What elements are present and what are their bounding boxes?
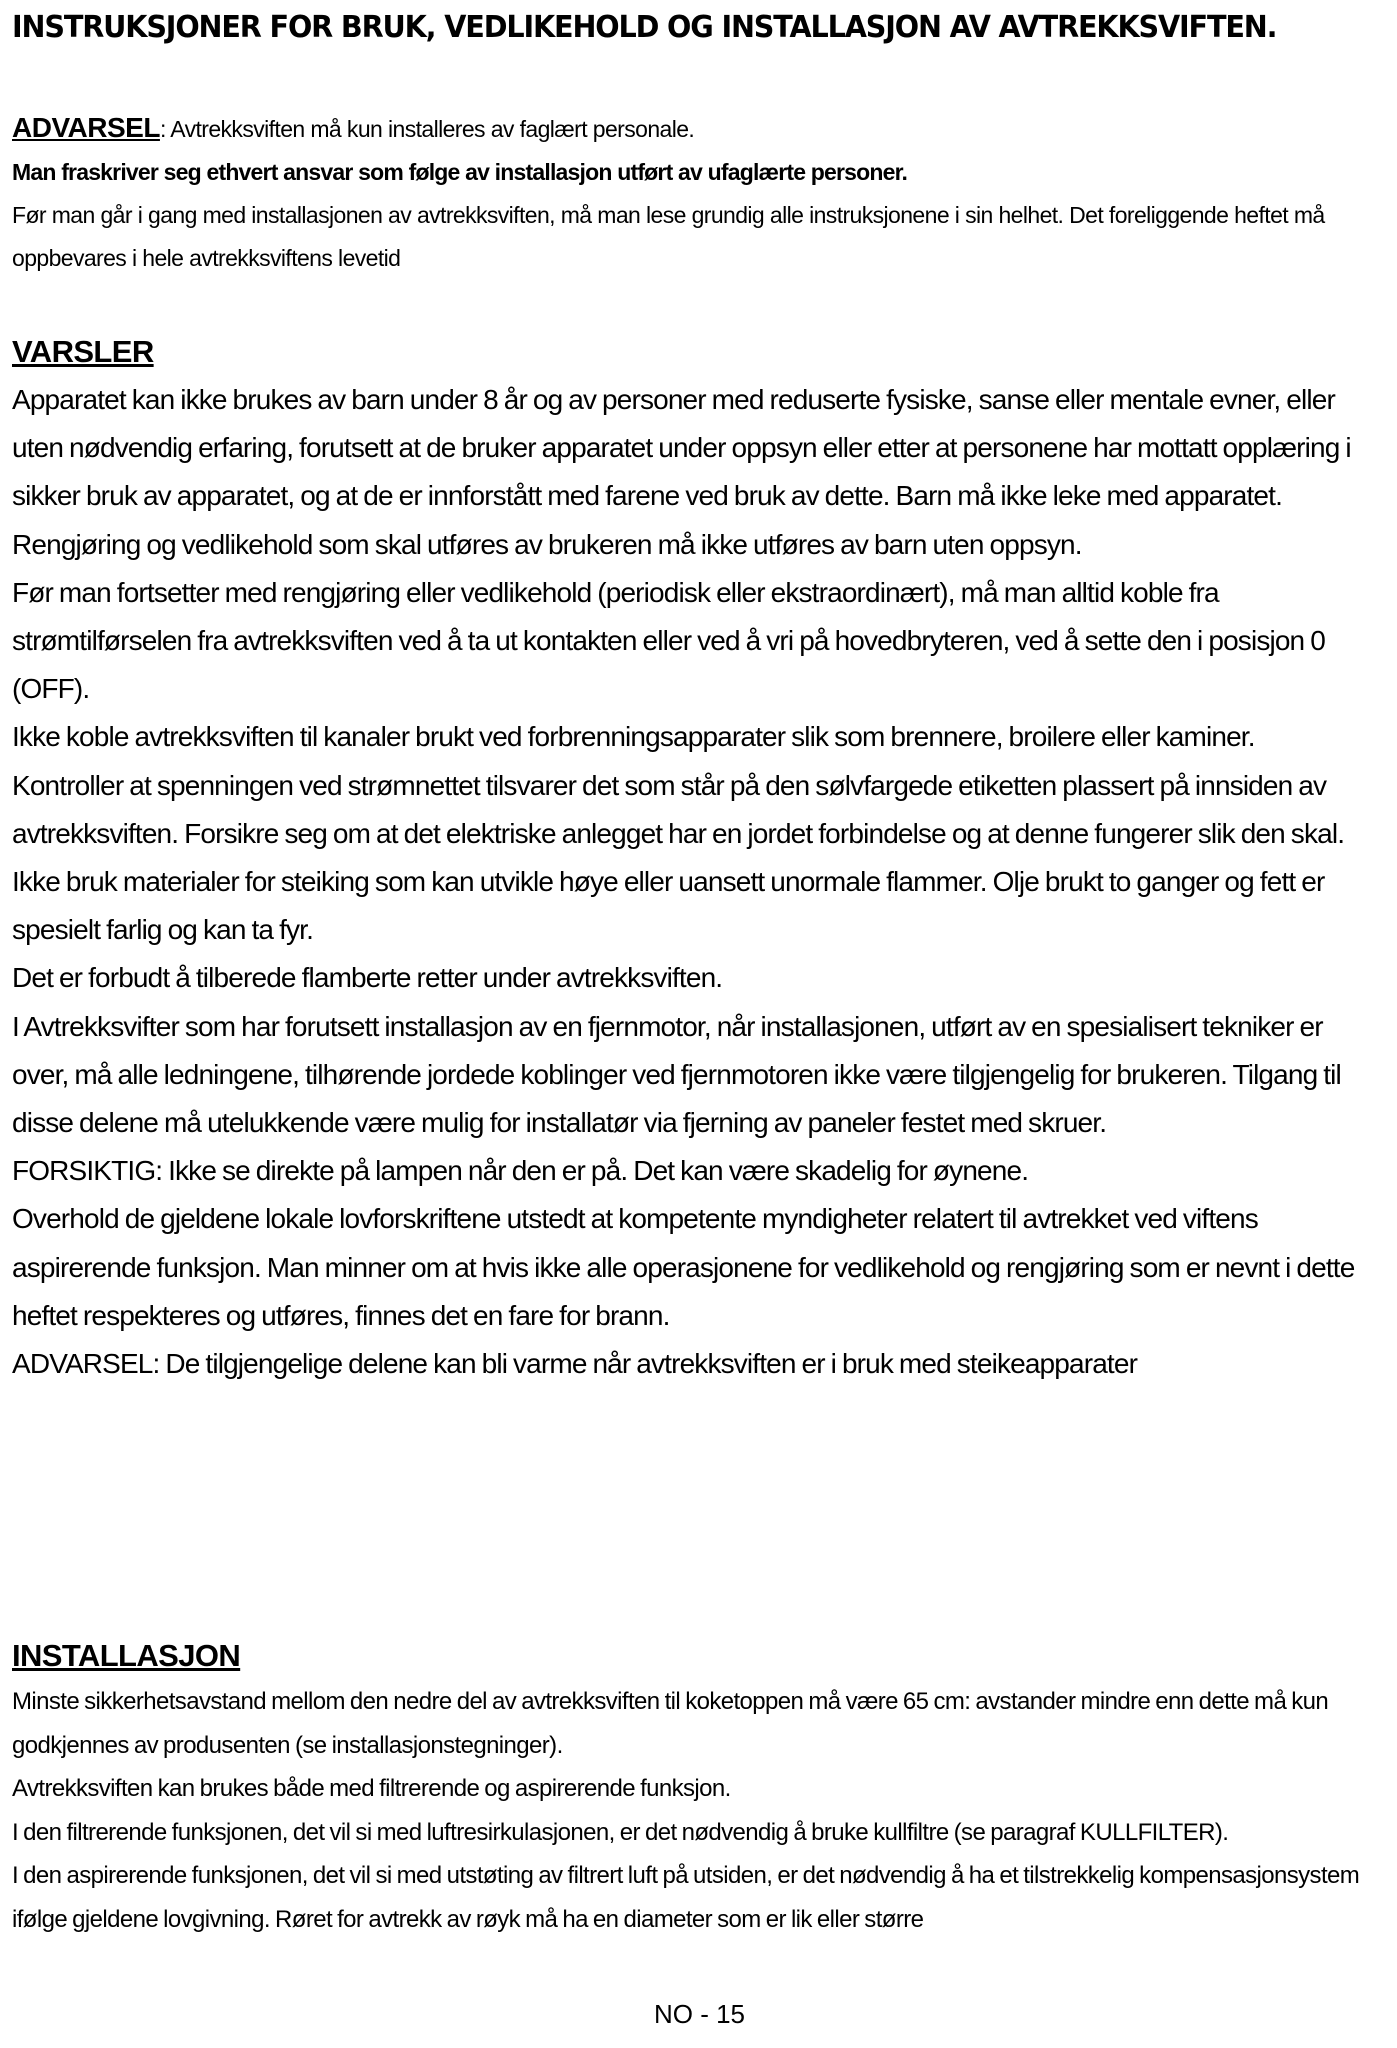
varsler-paragraph: Overhold de gjeldene lokale lovforskriftene utstedt at kompetente myndigheter relatert til avtrekket ved viftens aspirerende funksjon. Man minner om at hvis ikke alle operasjonene for vedlikehold og rengjøring som er nevnt i dette heftet respekteres og utføres, finnes det en fare for brann. [12,1203,1355,1331]
varsler-heading: VARSLER [12,334,154,369]
installasjon-paragraph: I den filtrerende funksjonen, det vil si med luftresirkulasjonen, er det nødvendig å bruke kullfiltre (se paragraf KULLFILTER). [12,1818,1229,1846]
installasjon-section [12,1680,1384,1942]
installation-warning [12,106,1382,151]
page-number: NO - 15 [653,1999,746,2029]
liability-disclaimer: Man fraskriver seg ethvert ansvar som følge av installasjon utført av ufaglærte personer. [12,159,908,185]
warning-label: ADVARSEL [12,112,160,143]
varsler-paragraph: Ikke koble avtrekksviften til kanaler brukt ved forbrenningsapparater slik som brennere, broilere eller kaminer. [12,721,1255,753]
read-instructions-note: Før man går i gang med installasjonen av avtrekksviften, må man lese grundig alle instruksjonene i sin helhet. Det foreliggende heftet må oppbevares i hele avtrekksviftens levetid [12,202,1325,271]
installasjon-paragraph: Minste sikkerhetsavstand mellom den nedre del av avtrekksviften til koketoppen må være 65 cm: avstander mindre enn dette må kun godkjennes av produsenten (se installasjonstegninger). [12,1688,1329,1759]
varsler-paragraph: Før man fortsetter med rengjøring eller vedlikehold (periodisk eller ekstraordinært), må man alltid koble fra strømtilførselen fra avtrekksviften ved å ta ut kontakten eller ved å vri på hovedbryteren, ved å sette den i posisjon 0 (OFF). [12,576,1325,705]
warning-text: : Avtrekksviften må kun installeres av faglært personale. [159,116,695,142]
installasjon-paragraph: Avtrekksviften kan brukes både med filtrerende og aspirerende funksjon. [12,1775,731,1803]
intro-section [12,106,1382,280]
varsler-paragraph: Ikke bruk materialer for steiking som kan utvikle høye eller uansett unormale flammer. Olje brukt to ganger og fett er spesielt farlig og kan ta fyr. [12,866,1325,946]
varsler-paragraph: FORSIKTIG: Ikke se direkte på lampen når den er på. Det kan være skadelig for øynene. [12,1155,1029,1187]
varsler-paragraph: Kontroller at spenningen ved strømnettet tilsvarer det som står på den sølvfargede etiketten plassert på innsiden av avtrekksviften. Forsikre seg om at det elektriske anlegget har en jordet forbindelse og at denne fungerer slik den skal. [12,769,1345,849]
installasjon-heading: INSTALLASJON [12,1638,241,1673]
varsler-paragraph: Det er forbudt å tilberede flamberte retter under avtrekksviften. [12,962,723,994]
varsler-paragraph: Apparatet kan ikke brukes av barn under 8 år og av personer med reduserte fysiske, sanse eller mentale evner, eller uten nødvendig erfaring, forutsett at de bruker apparatet under oppsyn eller etter at personene har mottatt opplæring i sikker bruk av apparatet, og at de er innforstått med farene ved bruk av dette. Barn må ikke leke med apparatet. Rengjøring og vedlikehold som skal utføres av brukeren må ikke utføres av barn uten oppsyn. [12,384,1351,560]
installasjon-paragraph: I den aspirerende funksjonen, det vil si med utstøting av filtrert luft på utsiden, er det nødvendig å ha et tilstrekkelig kompensasjonsystem ifølge gjeldene lovgivning. Røret for avtrekk av røyk må ha en diameter som er lik eller større [12,1862,1360,1933]
page-title: INSTRUKSJONER FOR BRUK, VEDLIKEHOLD OG INSTALLASJON AV AVTREKKSVIFTEN. [12,10,1277,45]
document-page [12,0,1387,2048]
varsler-paragraph: ADVARSEL: De tilgjengelige delene kan bli varme når avtrekksviften er i bruk med steikeapparater [12,1348,1138,1380]
varsler-paragraph: I Avtrekksvifter som har forutsett installasjon av en fjernmotor, når installasjonen, utført av en spesialisert tekniker er over, må alle ledningene, tilhørende jordede koblinger ved fjernmotoren ikke være tilgjengelig for brukeren. Tilgang til disse delene må utelukkende være mulig for installatør via fjerning av paneler festet med skruer. [12,1010,1341,1139]
varsler-section [12,376,1384,1388]
